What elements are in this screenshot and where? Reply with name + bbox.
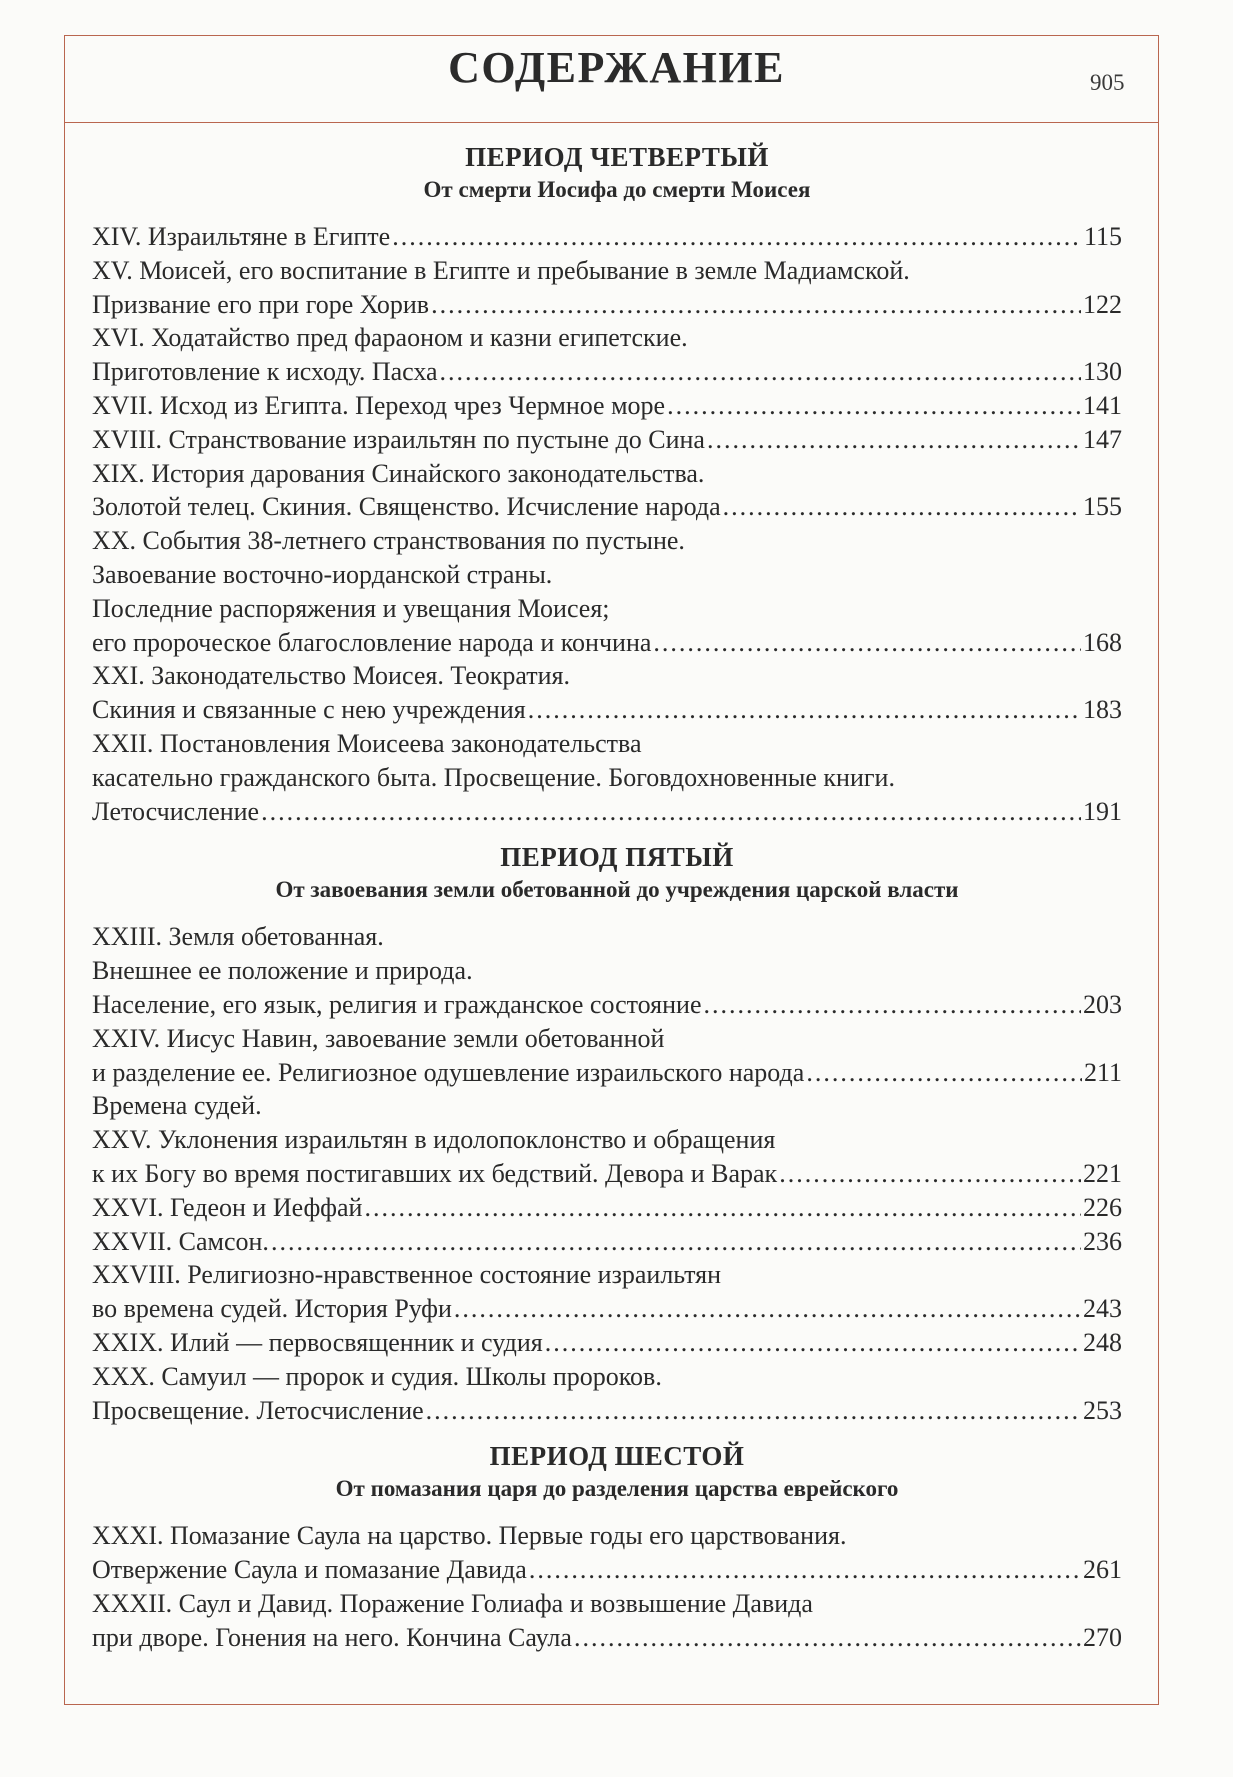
toc-entry: [92, 727, 1122, 828]
toc-entry-line: XIX. История дарования Синайского законодательства.: [92, 458, 705, 488]
toc-entry-line: Просвещение. Летосчисление: [92, 1395, 424, 1425]
toc-page-number: 130: [1083, 357, 1122, 387]
dot-leader: [271, 1225, 1081, 1259]
toc-entry-line: XVII. Исход из Египта. Переход чрез Чермное море: [92, 390, 666, 420]
toc-entry-line: XXI. Законодательство Моисея. Теократия.: [92, 661, 570, 691]
dot-leader: [454, 1292, 1081, 1326]
period-heading: [112, 1439, 1122, 1505]
toc-entry-line: XXV. Уклонения израильтян в идолопоклонство и обращения: [92, 1125, 776, 1155]
toc-page-number: 226: [1083, 1192, 1122, 1222]
toc-entry-line: и разделение ее. Религиозное одушевление израильского народа: [92, 1057, 805, 1087]
period-title: ПЕРИОД ПЯТЫЙ: [500, 842, 734, 873]
toc-entry-line: к их Богу во время постигавших их бедствий. Девора и Варак: [92, 1158, 778, 1188]
toc-entry: [92, 457, 1122, 525]
dot-leader: [528, 693, 1081, 727]
toc-entry-line: при дворе. Гонения на него. Кончина Саула: [92, 1622, 572, 1652]
toc-entry-last-line: [92, 423, 1122, 457]
toc-entry-line: XIV. Израильтяне в Египте: [92, 222, 391, 251]
period-section: [92, 1439, 1122, 1654]
toc-page-number: 270: [1083, 1622, 1122, 1652]
toc-entry-last-line: [92, 490, 1122, 524]
period-subtitle: От завоевания земли обетованной до учреждения царской власти: [275, 877, 959, 903]
period-subtitle: От смерти Иосифа до смерти Моисея: [423, 177, 811, 202]
period-section: [92, 840, 1122, 1439]
dot-leader: [667, 389, 1081, 423]
toc-entry: [92, 1326, 1122, 1360]
toc-page-number: 243: [1083, 1294, 1122, 1324]
toc-entry: [92, 220, 1122, 254]
toc-entry-line: Времена судей.: [92, 1091, 262, 1121]
toc-entry-last-line: [92, 288, 1122, 322]
section-gap: [92, 828, 1122, 840]
toc-entry-line: Внешнее ее положение и природа.: [92, 956, 473, 986]
toc-entry: [92, 321, 1122, 389]
dot-leader: [426, 1394, 1081, 1428]
toc-page-number: 248: [1083, 1327, 1122, 1357]
period-section: [92, 140, 1122, 840]
toc-entry-last-line: [92, 1326, 1122, 1360]
toc-entry-last-line: [92, 1225, 1122, 1259]
toc-entry-line: Население, его язык, религия и гражданское состояние: [92, 989, 702, 1019]
table-of-contents: [92, 140, 1122, 1654]
dot-leader: [364, 1191, 1081, 1225]
toc-page-number: 122: [1083, 289, 1122, 319]
toc-entry-last-line: [92, 693, 1122, 727]
toc-entry-line: XXVI. Гедеон и Иеффай: [92, 1192, 363, 1222]
toc-page-number: 155: [1083, 492, 1122, 522]
toc-page-number: 147: [1083, 424, 1122, 454]
toc-page-number: 261: [1083, 1555, 1122, 1585]
toc-entry-line: XVIII. Странствование израильтян по пустыне до Сина: [92, 424, 705, 454]
toc-entry-line: XXXI. Помазание Саула на царство. Первые годы его царствования.: [92, 1521, 847, 1551]
toc-entry: [92, 1022, 1122, 1090]
toc-entry-line: Последние распоряжения и увещания Моисея;: [92, 593, 610, 623]
toc-entry: [92, 1258, 1122, 1326]
toc-entry-line: XVI. Ходатайство пред фараоном и казни египетские.: [92, 323, 688, 353]
toc-entry-line: XXX. Самуил — пророк и судия. Школы пророков.: [92, 1361, 662, 1391]
toc-entry: [92, 1191, 1122, 1225]
section-gap: [92, 1427, 1122, 1439]
toc-entry-line: XXVII. Самсон.: [92, 1226, 269, 1256]
page-title: СОДЕРЖАНИЕ: [448, 43, 785, 92]
toc-entry: [92, 1225, 1122, 1259]
toc-entry-line: его пророческое благословление народа и кончина: [92, 627, 652, 657]
header-divider: [64, 122, 1159, 123]
dot-leader: [806, 1056, 1082, 1090]
toc-entry-line: Летосчисление: [92, 796, 260, 826]
toc-entry: [92, 254, 1122, 322]
toc-entry-last-line: [92, 220, 1122, 254]
dot-leader: [545, 1326, 1081, 1360]
toc-page-number: 253: [1083, 1395, 1122, 1425]
toc-page-number: 236: [1083, 1226, 1122, 1256]
dot-leader: [653, 626, 1081, 660]
toc-entry-last-line: [92, 626, 1122, 660]
toc-page-number: 211: [1083, 1057, 1122, 1087]
toc-entry-line: XXIII. Земля обетованная.: [92, 922, 384, 952]
dot-leader: [574, 1621, 1081, 1655]
toc-entry-last-line: [92, 1621, 1122, 1655]
toc-entry: [92, 920, 1122, 1021]
dot-leader: [431, 288, 1081, 322]
toc-page-number: 183: [1083, 695, 1122, 725]
toc-page-number: 141: [1083, 390, 1122, 420]
toc-entry-line: Отвержение Саула и помазание Давида: [92, 1555, 527, 1585]
toc-page-number: 191: [1083, 796, 1122, 826]
toc-page-number: 168: [1083, 627, 1122, 657]
toc-entry-line: касательно гражданского быта. Просвещение. Боговдохновенные книги.: [92, 762, 895, 792]
toc-entry-last-line: [92, 795, 1122, 829]
page-number: 905: [1090, 70, 1125, 95]
toc-entry: [92, 524, 1122, 659]
toc-entry-last-line: [92, 1157, 1122, 1191]
dot-leader: [779, 1157, 1081, 1191]
toc-page-number: 203: [1083, 989, 1122, 1019]
toc-entry-line: Скиния и связанные с нею учреждения: [92, 695, 526, 725]
toc-entry-line: Завоевание восточно-иорданской страны.: [92, 559, 553, 589]
period-title: ПЕРИОД ШЕСТОЙ: [489, 1441, 745, 1472]
toc-entry-line: XX. События 38-летнего странствования по пустыне.: [92, 526, 685, 556]
dot-leader: [440, 355, 1081, 389]
toc-entry-line: XXIV. Иисус Навин, завоевание земли обетованной: [92, 1023, 665, 1053]
toc-entry: [92, 423, 1122, 457]
toc-entry-last-line: [92, 389, 1122, 423]
toc-entry-last-line: [92, 355, 1122, 389]
toc-entry-last-line: [92, 1292, 1122, 1326]
dot-leader: [707, 423, 1081, 457]
toc-entry: [92, 1587, 1122, 1655]
toc-entry-line: Золотой телец. Скиния. Священство. Исчисление народа: [92, 492, 721, 522]
toc-entry-line: XXII. Постановления Моисеева законодательства: [92, 728, 642, 758]
toc-entry-last-line: [92, 1394, 1122, 1428]
period-title: ПЕРИОД ЧЕТВЕРТЫЙ: [465, 142, 769, 172]
toc-entry-last-line: [92, 988, 1122, 1022]
toc-entry: [92, 389, 1122, 423]
period-subtitle: От помазания царя до разделения царства еврейского: [335, 1476, 899, 1502]
toc-entry-line: XXXII. Саул и Давид. Поражение Голиафа и возвышение Давида: [92, 1588, 813, 1618]
toc-entry: [92, 1519, 1122, 1587]
toc-entry-line: Приготовление к исходу. Пасха: [92, 357, 438, 387]
toc-entry-line: во времена судей. История Руфи: [92, 1294, 452, 1324]
toc-entry: [92, 1360, 1122, 1428]
toc-entry-last-line: [92, 1056, 1122, 1090]
dot-leader: [529, 1553, 1081, 1587]
toc-page-number: 221: [1083, 1158, 1122, 1188]
toc-entry-line: XV. Моисей, его воспитание в Египте и пребывание в земле Мадиамской.: [92, 255, 910, 285]
period-heading: [112, 840, 1122, 906]
toc-entry-line: Призвание его при горе Хорив: [92, 289, 430, 319]
period-heading: [112, 140, 1122, 206]
toc-entry-last-line: [92, 1191, 1122, 1225]
toc-entry-last-line: [92, 1553, 1122, 1587]
dot-leader: [704, 988, 1081, 1022]
toc-entry: [92, 659, 1122, 727]
dot-leader: [392, 220, 1082, 254]
toc-entry: [92, 1089, 1122, 1190]
toc-page-number: 115: [1083, 222, 1122, 251]
dot-leader: [261, 795, 1081, 829]
dot-leader: [723, 490, 1081, 524]
toc-entry-line: XXVIII. Религиозно-нравственное состояние израильтян: [92, 1260, 722, 1290]
toc-entry-line: XXIX. Илий — первосвященник и судия: [92, 1327, 543, 1357]
